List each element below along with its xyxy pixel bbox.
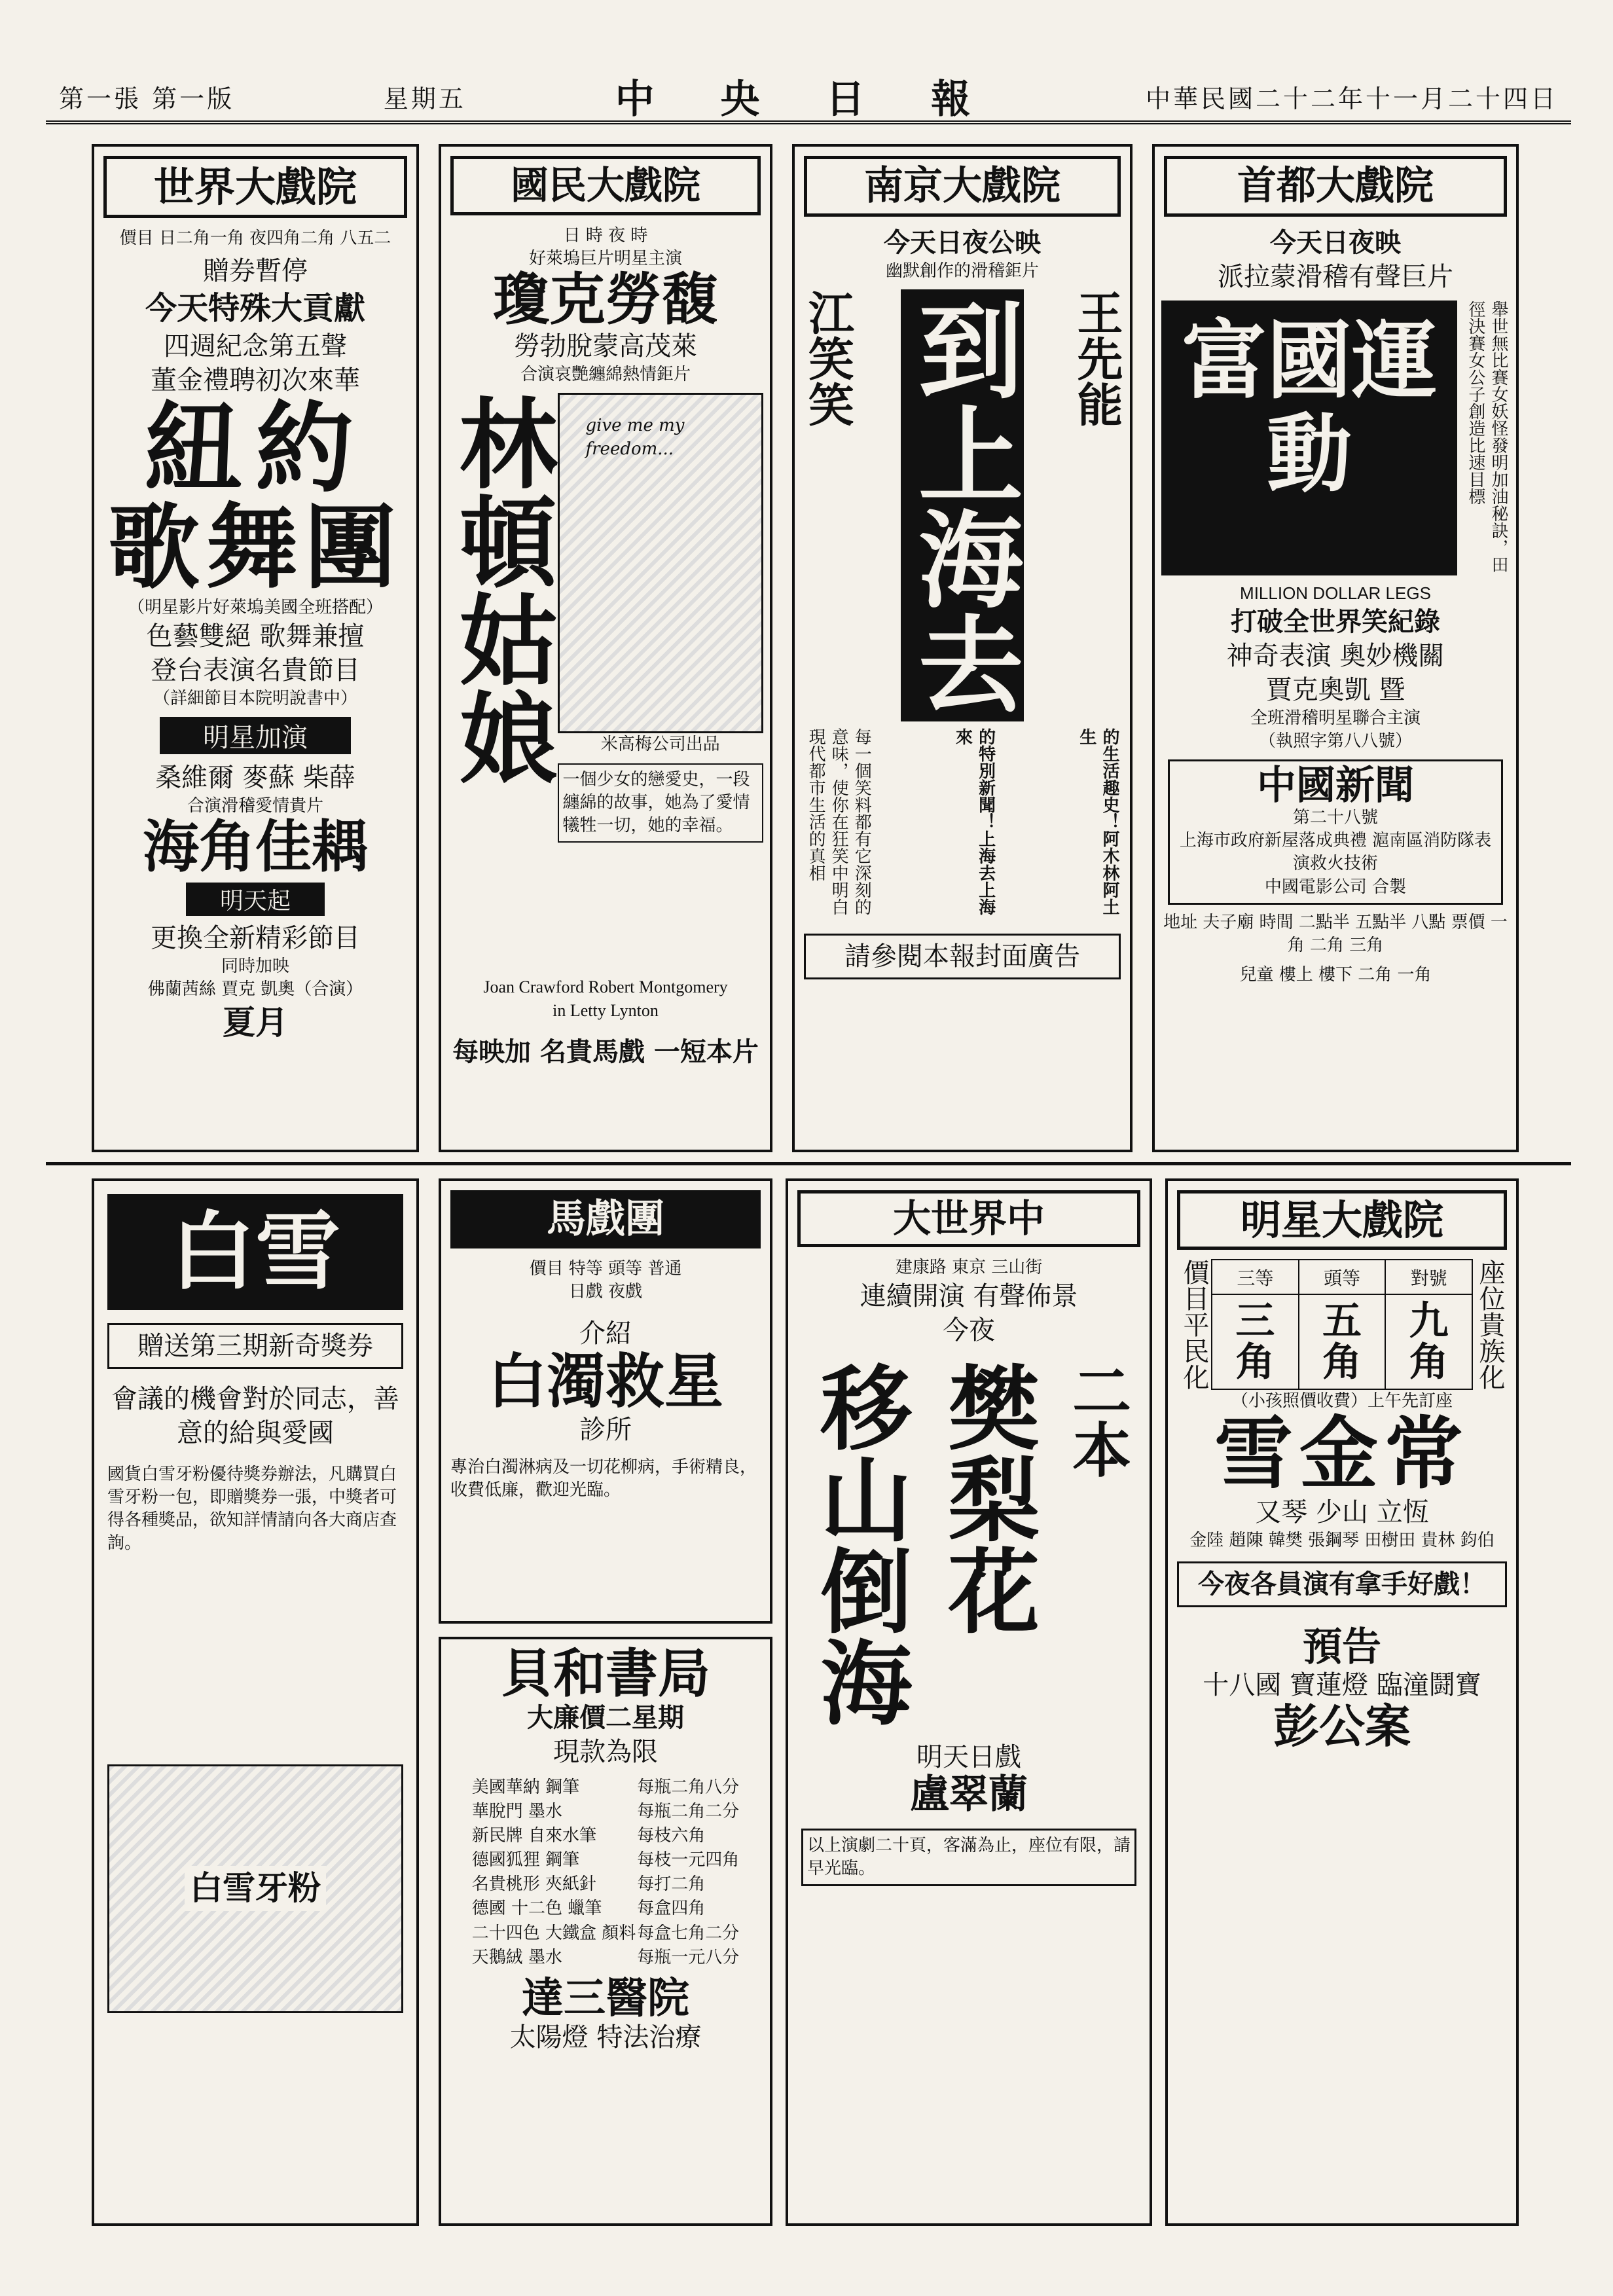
- slogan: 會議的機會對於同志，善意的給與愛國: [111, 1383, 399, 1448]
- preview-items: 十八國 寶蓮燈 臨潼鬪寶: [1203, 1670, 1481, 1701]
- product-name: 白雪牙粉: [185, 1866, 326, 1911]
- price-cell: 三角: [1212, 1294, 1299, 1389]
- tomorrow: 明天日戲: [916, 1741, 1021, 1772]
- body-text: 國貨白雪牙粉優待獎券辦法，凡購買白雪牙粉一包，即贈獎券一張，中獎者可得各種獎品，欲知詳情請向各大商店查詢。: [107, 1464, 397, 1553]
- section-divider: [46, 1162, 1571, 1165]
- cast: 佛蘭茜絲 賈克 凱奧（合演）: [147, 979, 363, 999]
- item-price: 每枝一元四角: [637, 1850, 740, 1870]
- studio: 米高梅公司出品: [600, 735, 720, 755]
- desc-left: 每一個笑料都有它深刻的意味，使你在狂笑中明白現代都市生活的真相: [806, 728, 872, 916]
- newsreel-no: 第二十八號: [1292, 808, 1378, 828]
- extra-1: 桑維爾 麥蘇 柴薛: [155, 763, 355, 793]
- ad-panel-national-theater: [439, 144, 772, 1152]
- theater-banner: 國民大戲院: [450, 156, 761, 215]
- weekday: 星期五: [383, 84, 466, 113]
- item-price: 每瓶二角二分: [637, 1802, 740, 1822]
- table-row: [471, 1922, 740, 1946]
- table-row: [471, 1776, 740, 1800]
- desc-3: 登台表演名貴節目: [151, 655, 360, 686]
- price-label: 價目平民化: [1179, 1259, 1209, 1391]
- seat: 座位貴族化: [1475, 1259, 1505, 1391]
- desc-4: （詳細節目本院明說書中）: [153, 689, 357, 709]
- tomorrow-tag: 明天起: [186, 883, 325, 916]
- page-label: 第一張 第一版: [59, 84, 235, 113]
- table-row: [471, 1800, 740, 1824]
- clinic-name: 達三醫院: [522, 1973, 689, 2023]
- actor-right: 王先能: [1070, 289, 1124, 428]
- title-b: 歌舞團: [107, 494, 403, 602]
- genre: 幽默創作的滑稽鉅片: [885, 261, 1039, 281]
- table-row: [471, 1848, 740, 1872]
- newsreel-title: 中國新聞: [1257, 763, 1414, 809]
- price-head: 對號: [1385, 1260, 1472, 1294]
- ad-panel-bookstore: [439, 1637, 772, 2226]
- clinic-sub: 診所: [579, 1414, 632, 1445]
- play-a: 樊梨花: [932, 1360, 1040, 1635]
- sub: 神奇表演 奧妙機關: [1226, 641, 1445, 672]
- desc-2: 色藝雙絕 歌舞兼擅: [146, 621, 365, 652]
- extra-head: 明星加演: [160, 717, 351, 754]
- ad-panel-nanjing-theater: [792, 144, 1133, 1152]
- address: 建康路 東京 三山街: [895, 1257, 1043, 1277]
- english-2: in Letty Lynton: [553, 1000, 659, 1020]
- item: 德國狐狸 鋼筆: [471, 1850, 579, 1870]
- intro: 介紹: [579, 1319, 632, 1349]
- item: 二十四色 大鐵盒 顏料: [471, 1923, 636, 1943]
- theater-banner: 南京大戲院: [804, 156, 1121, 217]
- today: 今天日夜映: [1270, 227, 1401, 258]
- price-cell: 五角: [1299, 1294, 1386, 1389]
- kids-price: 兒童 樓上 樓下 二角 一角: [1239, 964, 1432, 985]
- notice: 請參閱本報封面廣告: [804, 934, 1121, 979]
- showtimes: 日 時 夜 時: [563, 225, 648, 246]
- feature-title: 海角佳耦: [143, 814, 368, 881]
- price-table: [1211, 1259, 1473, 1390]
- costar: 勞勃脫蒙高茂萊: [514, 331, 697, 362]
- preview: 預告: [1303, 1624, 1381, 1671]
- item-price: 每盒七角二分: [637, 1923, 740, 1943]
- item: 華脫門 墨水: [471, 1802, 562, 1822]
- more-1: 更換全新精彩節目: [151, 922, 360, 953]
- circus-times: 日戲 夜戲: [568, 1282, 643, 1302]
- price-label: 價目: [119, 228, 154, 249]
- headline: 今夜各員演有拿手好戲！: [1177, 1561, 1507, 1607]
- item: 名貴桃形 夾紙針: [471, 1874, 596, 1895]
- studio: 派拉蒙滑稽有聲巨片: [1218, 262, 1453, 292]
- side-text: 舉世無比賽女妖怪發明加油秘訣，田徑決賽女公子創造比速目標: [1465, 301, 1508, 573]
- table-row: [471, 1897, 740, 1921]
- ad-panel-circus: [439, 1178, 772, 1624]
- play-c: 二本: [1062, 1360, 1132, 1478]
- brand: 白雪: [107, 1194, 403, 1310]
- today: 今天日夜公映: [884, 227, 1041, 258]
- actor-left: 江笑笑: [801, 289, 856, 428]
- cash: 現款為限: [553, 1737, 658, 1767]
- bookstore-name: 貝和書局: [501, 1643, 710, 1704]
- headline: 打破全世界笑紀錄: [1231, 606, 1440, 638]
- price-3: 八五二: [340, 228, 391, 249]
- item-price: 每打二角: [637, 1874, 706, 1895]
- clinic-sub: 太陽燈 特法治療: [509, 2022, 702, 2052]
- star-names: 又琴 少山 立恆: [1255, 1497, 1429, 1528]
- film-title: 到上海去: [901, 289, 1024, 721]
- theater-banner: 明星大戲院: [1177, 1190, 1507, 1250]
- paper-name: 中 央 日 報: [615, 77, 997, 122]
- theater-banner: 世界大戲院: [103, 156, 407, 218]
- costar-desc: 合演哀艷纏綿熱情鉅片: [520, 365, 691, 385]
- ad-panel-star-theater: [1165, 1178, 1519, 2226]
- clinic-body: 專治白濁淋病及一切花柳病，手術精良，收費低廉，歡迎光臨。: [450, 1457, 757, 1500]
- item: 天鵝絨 墨水: [471, 1947, 562, 1967]
- masthead: [46, 72, 1571, 124]
- story: 一個少女的戀愛史，一段纏綿的故事，她為了愛情犧牲一切，她的幸福。: [558, 763, 764, 843]
- theater-banner: 首都大戲院: [1164, 156, 1507, 217]
- preview-sub: 彭公案: [1273, 1699, 1411, 1754]
- ad-panel-capital-theater: [1152, 144, 1519, 1152]
- price-1: 日二角一角: [158, 228, 244, 249]
- short-film: 每映加 名貴馬戲 一短本片: [452, 1036, 759, 1067]
- note: 以上演劇二十頁，客滿為止，座位有限，請早光臨。: [801, 1829, 1136, 1886]
- tag-left: 的特別新聞！上海去上海來: [952, 728, 996, 916]
- ad-panel-world-theater: [92, 144, 419, 1152]
- sub-line-2: 董金禮聘初次來華: [151, 365, 360, 395]
- cast: 金陸 趙陳 韓樊 張鋼琴 田樹田 貴林 鈞伯: [1189, 1531, 1495, 1551]
- item-price: 每枝六角: [637, 1826, 706, 1846]
- sale: 大廉價二星期: [527, 1702, 684, 1733]
- issue-date: 中華民國二十二年十一月二十四日: [1145, 84, 1558, 113]
- item: 德國 十二色 蠟筆: [471, 1899, 602, 1919]
- sub-line-1: 四週紀念第五聲: [164, 331, 347, 361]
- cast-line: 賈克奧凱 暨: [1265, 675, 1405, 706]
- newsreel-box: [1168, 759, 1503, 904]
- item-price: 每瓶一元八分: [637, 1947, 740, 1967]
- cast-desc: 全班滑稽明星聯合主演: [1250, 708, 1421, 729]
- price-head: 頭等: [1299, 1260, 1386, 1294]
- desc-1: （明星影片好萊塢美國全班搭配）: [127, 598, 383, 618]
- promo: 好萊塢巨片明星主演: [528, 248, 682, 268]
- headline: 今天特殊大貢獻: [145, 290, 365, 327]
- title-main: 林頓姑娘: [442, 393, 558, 786]
- film-2: 夏月: [223, 1002, 288, 1042]
- clinic-name: 白濁救星: [488, 1347, 723, 1417]
- extra-2: 合演滑稽愛情貴片: [187, 796, 323, 816]
- circus-banner: 馬戲團: [450, 1190, 761, 1248]
- product-illustration: [107, 1764, 403, 2013]
- english-1: Joan Crawford Robert Montgomery: [483, 977, 728, 997]
- title-a: 紐約: [143, 390, 367, 506]
- promo: 贈送第三期新奇獎券: [107, 1323, 403, 1369]
- ad-panel-baixue: [92, 1178, 419, 2226]
- english-title: MILLION DOLLAR LEGS: [1240, 583, 1431, 603]
- price-list: [471, 1776, 740, 1970]
- notice: 贈券暫停: [203, 256, 308, 287]
- table-row: [471, 1946, 740, 1970]
- today: 今夜: [943, 1315, 995, 1345]
- tomorrow-cast: 盧翠蘭: [910, 1771, 1028, 1817]
- table-row: [471, 1872, 740, 1897]
- star-photo: [558, 393, 764, 733]
- circus-price: 價目 特等 頭等 普通: [529, 1259, 682, 1279]
- stars: 雪金常: [1214, 1408, 1470, 1501]
- title-top: 瓊克勞馥: [493, 266, 718, 333]
- table-row: [1212, 1260, 1472, 1294]
- price-line: 地址 夫子廟 時間 二點半 五點半 八點 票價 一角 二角 三角: [1163, 912, 1508, 955]
- play-b: 移山倒海: [805, 1360, 913, 1727]
- item: 新民牌 自來水筆: [471, 1826, 596, 1846]
- price-2: 夜四角二角: [249, 228, 335, 249]
- film-title: 富國運動: [1161, 301, 1457, 575]
- desc-right: 的生活趣史！阿木林阿土生: [1076, 728, 1119, 916]
- title: 連續開演 有聲佈景: [860, 1281, 1078, 1311]
- item: 美國華納 鋼筆: [471, 1777, 579, 1797]
- item-price: 每瓶二角八分: [637, 1777, 740, 1797]
- table-row: [471, 1824, 740, 1848]
- seat-note: （小孩照價收費）上午先訂座: [1231, 1391, 1453, 1412]
- newsreel-items: 上海市政府新屋落成典禮 滬南區消防隊表演救火技術: [1179, 831, 1492, 874]
- price-head: 三等: [1212, 1260, 1299, 1294]
- autograph: give me my freedom...: [585, 416, 685, 459]
- ad-panel-great-world: [786, 1178, 1152, 2226]
- newsreel-by: 中國電影公司 合製: [1264, 877, 1407, 897]
- item-price: 每盒四角: [637, 1899, 706, 1919]
- theater-banner: 大世界中: [797, 1190, 1140, 1247]
- more-2: 同時加映: [221, 956, 289, 976]
- table-row: [1212, 1294, 1472, 1389]
- ticket-no: （執照字第八八號）: [1258, 731, 1412, 752]
- price-cell: 九角: [1385, 1294, 1472, 1389]
